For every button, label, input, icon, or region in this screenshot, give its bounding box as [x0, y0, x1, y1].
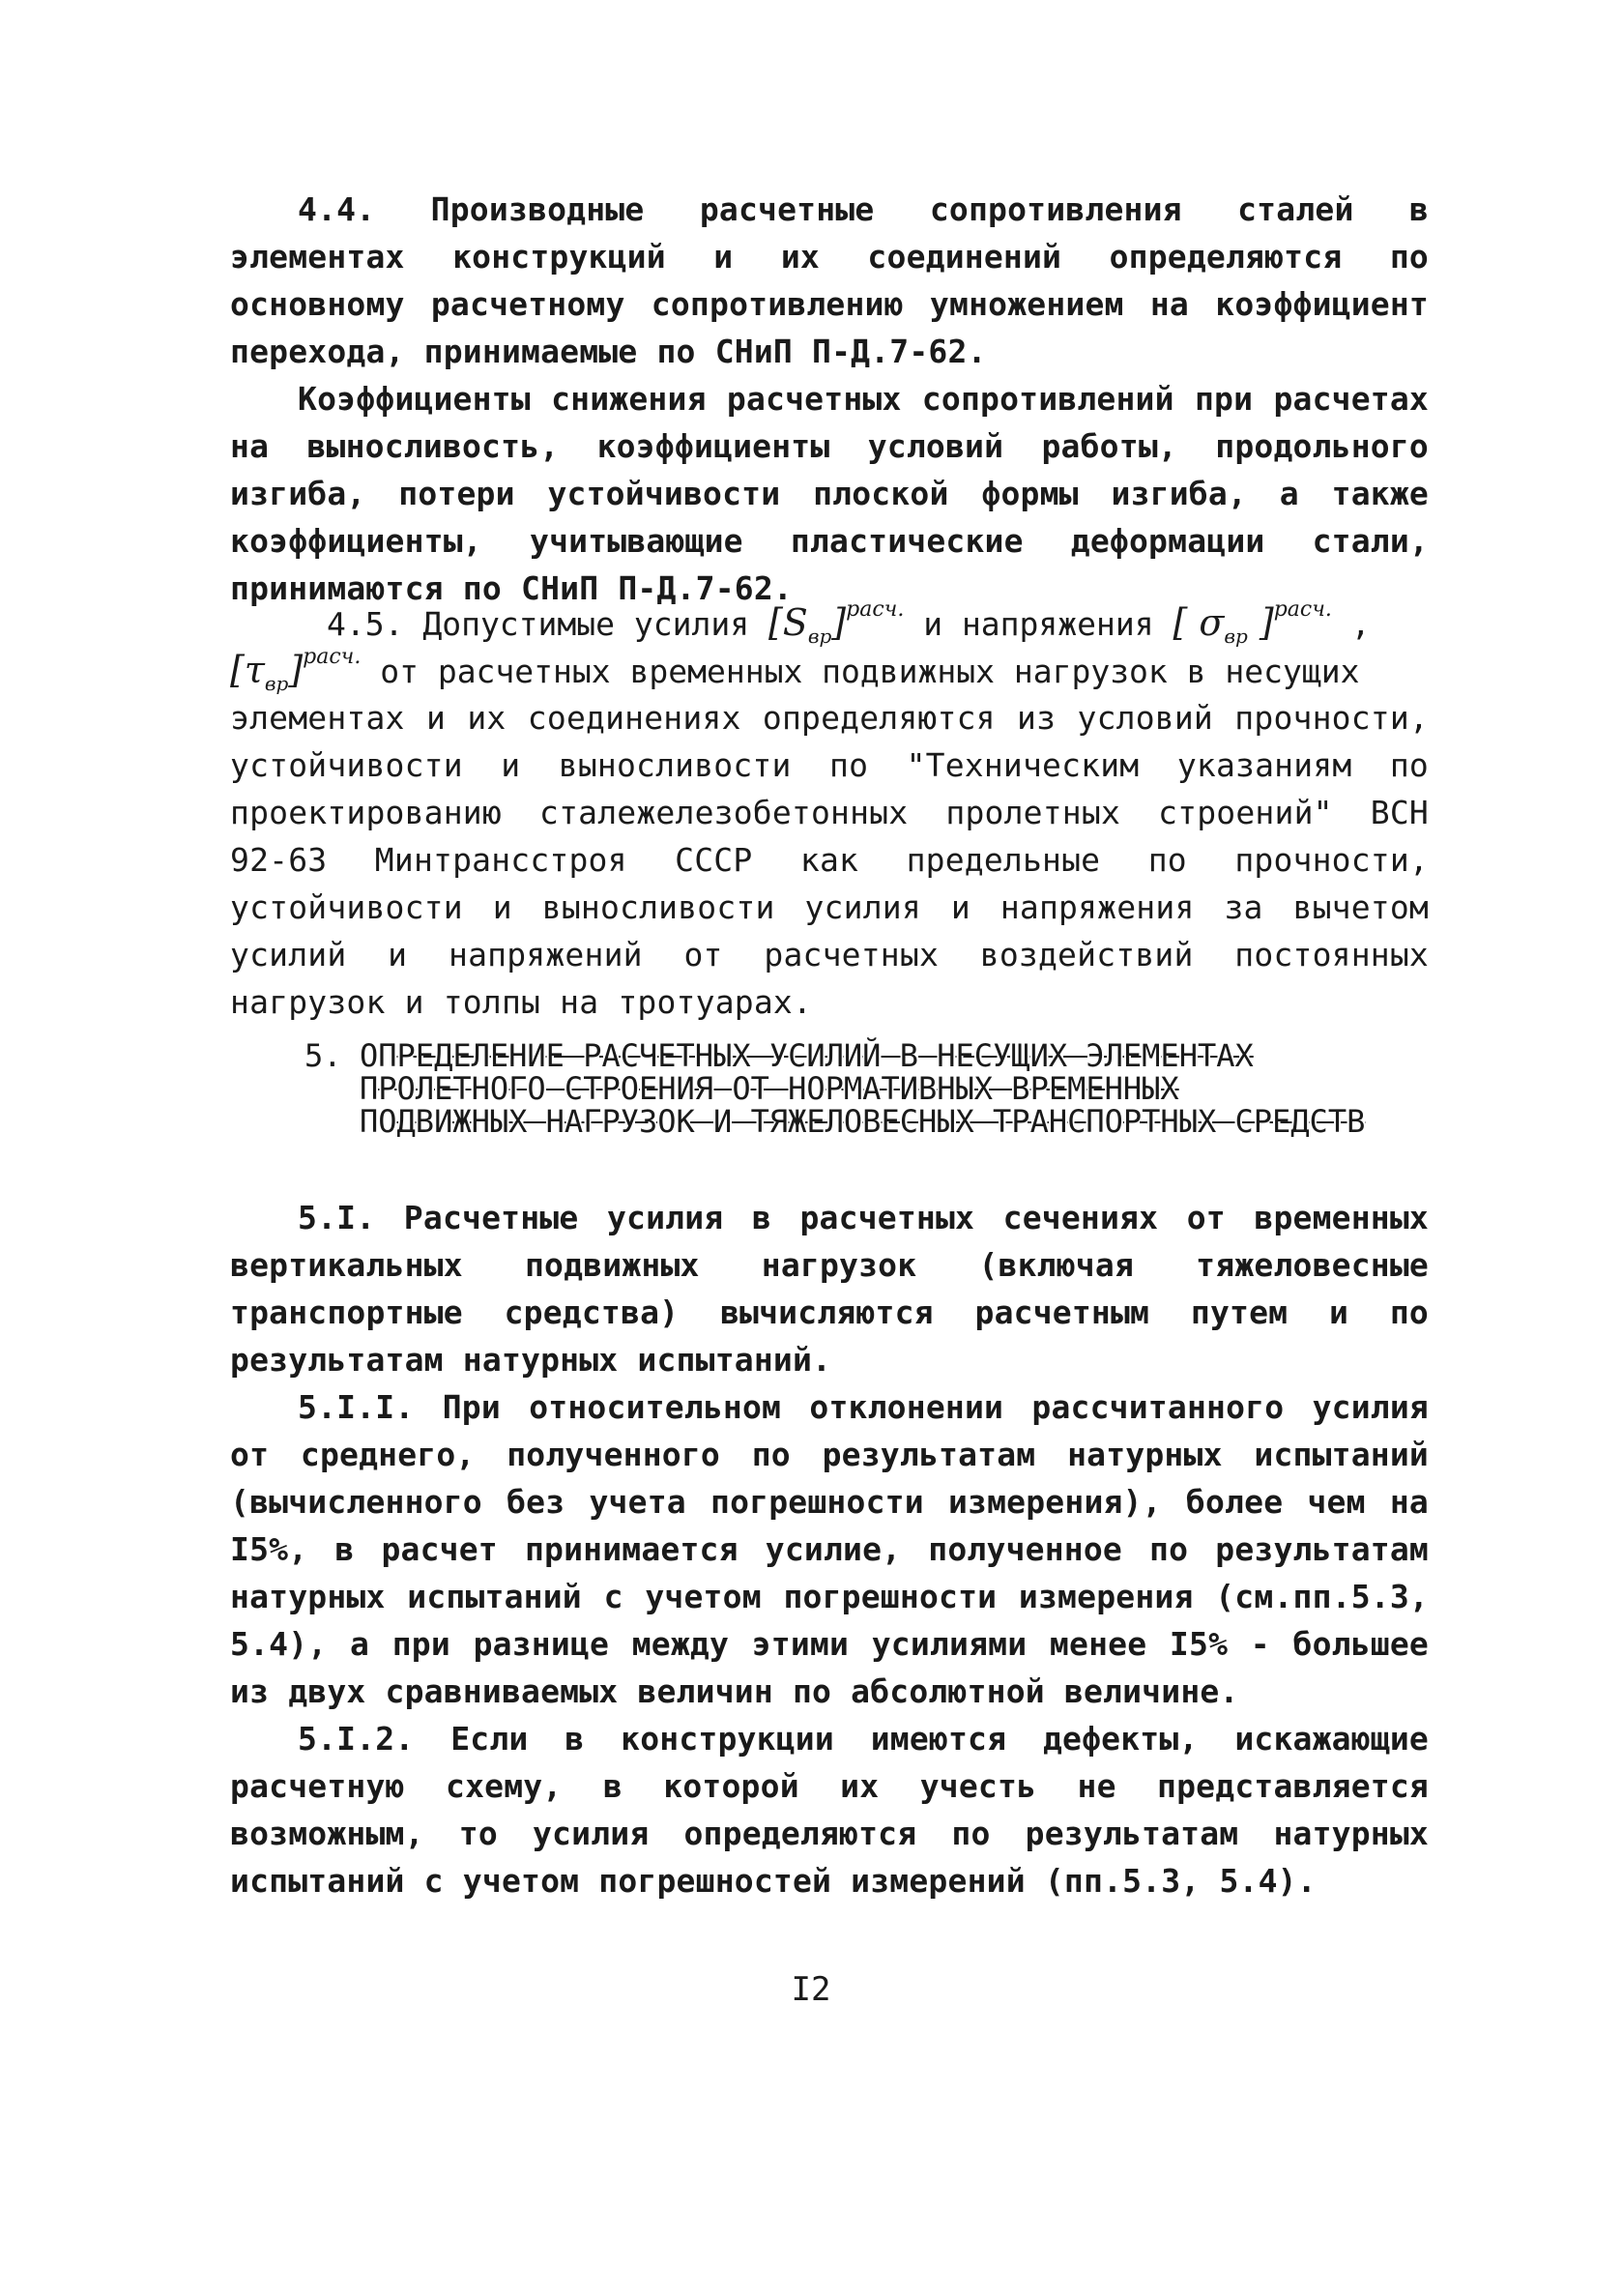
section-5-title-line2: ПРОЛЕТНОГО СТРОЕНИЯ ОТ НОРМАТИВНЫХ ВРЕМЕННЫХ — [360, 1070, 1179, 1107]
paragraph-5-1: 5.I. Расчетные усилия в расчетных сечениях от временных вертикальных подвижных нагрузок (включая тяжеловесные транспортные средства) вычисляются расчетным путем и по результатам натурных испытаний. — [230, 1199, 1429, 1379]
formula-s-sup: расч. — [846, 597, 905, 622]
section-5-title — [360, 1039, 1416, 1138]
formula-tau: τ — [244, 649, 265, 691]
formula-s: S — [782, 601, 808, 644]
formula-sigma-bracket: [ $\sigma_{вр}$ ] — [1173, 601, 1274, 648]
formula-tau-sub: вр — [264, 672, 289, 695]
formula-tau-bracket: $[\tau_{вр}]$ — [230, 649, 304, 695]
formula-sigma-sup: расч. — [1273, 597, 1332, 622]
formula-s-bracket: $[S_{вр}]$ — [768, 601, 847, 648]
section-5-number: 5. — [304, 1037, 342, 1074]
section-4-text — [230, 186, 1429, 612]
formula-sigma-sub: вр — [1224, 625, 1248, 648]
section-5-heading — [304, 1039, 1416, 1138]
paragraph-5-1-2: 5.I.2. Если в конструкции имеются дефекты, искажающие расчетную схему, в которой их учесть не представляется возможным, то усилия определяются по результатам натурных испытаний с учетом погрешностей измерений (пп.5.3, 5.4). — [230, 1720, 1429, 1900]
section-5-text — [230, 1194, 1429, 1904]
paragraph-4-4: 4.4. Производные расчетные сопротивления сталей в элементах конструкций и их соединений определяются по основному расчетному сопротивлению умножением на коэффициент перехода, принимаемые по СНиП П-Д.7-62. — [230, 190, 1429, 370]
p4-5-comma: , — [1350, 605, 1371, 643]
page-number: I2 — [791, 1970, 831, 2009]
p4-5-rest-first: от расчетных временных подвижных нагрузок в несущих — [380, 653, 1360, 690]
paragraph-4-5-line1 — [230, 599, 1429, 653]
paragraph-4-5-body: элементах и их соединениях определяются из условий прочности, устойчивости и выносливости по "Техническим указаниям по проектированию сталежелезобетонных пролетных строений" ВСН 92-63 Минтрансстроя СССР как предельные по прочности, устойчивости и выносливости усилия и напряжения за вычетом усилий и напряжений от расчетных воздействий постоянных нагрузок и толпы на тротуарах. — [230, 699, 1429, 1021]
paragraph-5-1-1: 5.I.I. При относительном отклонении рассчитанного усилия от среднего, полученного по результатам натурных испытаний (вычисленного без учета погрешности измерения), более чем на I5%, в расчет принимается усилие, полученное по результатам натурных испытаний с учетом погрешности измерения (см.пп.5.3, 5.4), а при разнице между этими усилиями менее I5% - большее из двух сравниваемых величин по абсолютной величине. — [230, 1388, 1429, 1710]
paragraph-4-5-rest — [230, 694, 1429, 1026]
paragraph-4-5-line2 — [230, 647, 1429, 700]
formula-tau-sup: расч. — [303, 645, 362, 669]
formula-s-sub: вр — [807, 625, 832, 648]
paragraph-coefficients: Коэффициенты снижения расчетных сопротивлений при расчетах на выносливость, коэффициенты условий работы, продольного изгиба, потери устойчивости плоской формы изгиба, а также коэффициенты, учитывающие пластические деформации стали, принимаются по СНиП П-Д.7-62. — [230, 380, 1429, 607]
formula-sigma: σ — [1199, 601, 1225, 644]
section-5-title-line3: ПОДВИЖНЫХ НАГРУЗОК И ТЯЖЕЛОВЕСНЫХ ТРАНСПОРТНЫХ СРЕДСТВ — [360, 1103, 1366, 1140]
section-5-title-line1: ОПРЕДЕЛЕНИЕ РАСЧЕТНЫХ УСИЛИЙ В НЕСУЩИХ ЭЛЕМЕНТАХ — [360, 1037, 1254, 1074]
p4-5-and: и напряжения — [923, 605, 1154, 643]
p4-5-start: 4.5. Допустимые усилия — [327, 605, 750, 643]
